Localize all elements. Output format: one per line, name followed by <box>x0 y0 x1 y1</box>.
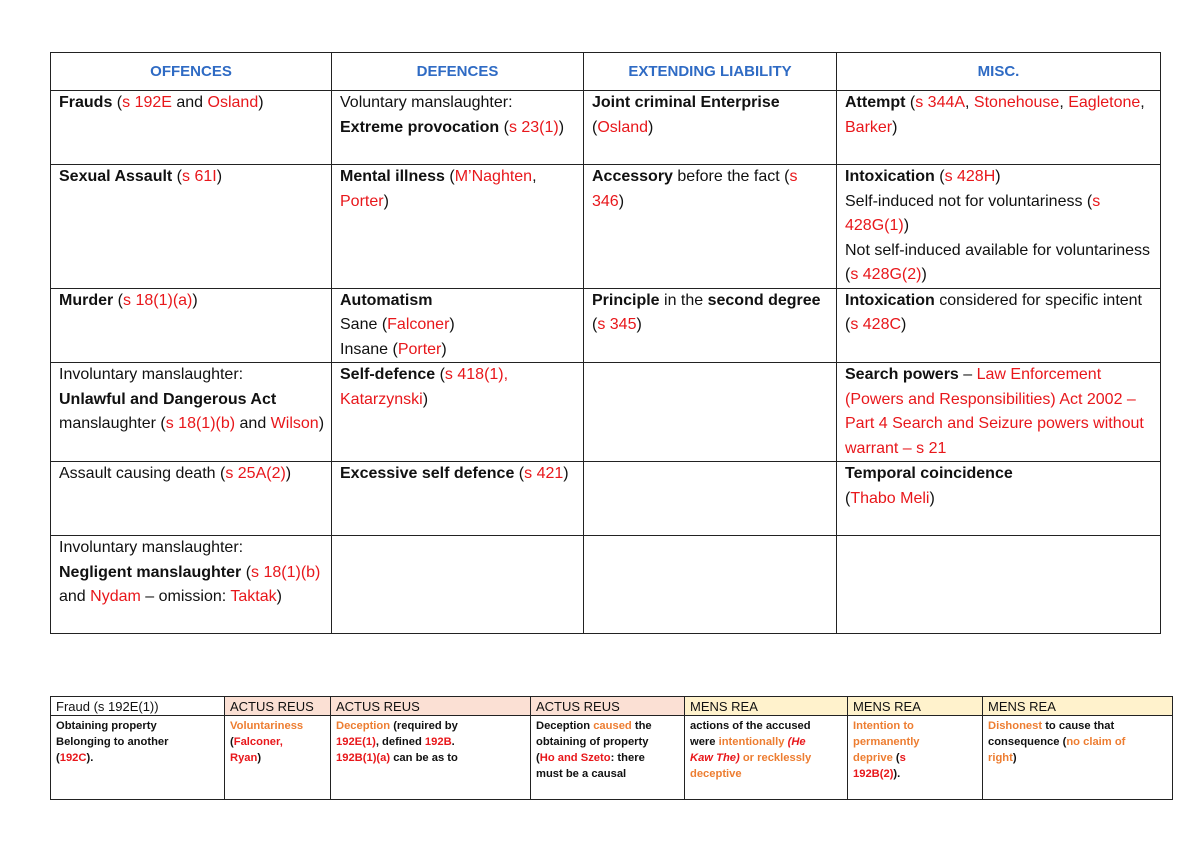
text-run: 192B <box>424 736 452 748</box>
text-run: Nydam <box>90 588 141 605</box>
offences-cell <box>51 288 332 363</box>
misc-cell <box>837 363 1161 462</box>
cell-line <box>845 289 1154 338</box>
fraud-element-cell <box>848 716 983 800</box>
text-run: 192C <box>59 752 87 764</box>
text-run: Self-defence <box>340 366 436 383</box>
cell-line <box>845 91 1154 140</box>
cell-line <box>340 462 577 487</box>
text-run: : there <box>610 752 645 764</box>
mens-rea-header: MENS REA <box>685 697 848 716</box>
cell-line <box>340 91 577 116</box>
summary-header-row <box>51 53 1161 91</box>
text-run: ( <box>230 736 234 748</box>
cell-line <box>988 718 1167 734</box>
header-extending-liability: EXTENDING LIABILITY <box>584 53 837 91</box>
text-run: Intoxication <box>845 168 935 185</box>
text-run: Frauds <box>59 94 113 111</box>
text-run: Porter <box>340 192 384 210</box>
text-run: no claim of <box>1066 736 1126 748</box>
cell-line <box>59 388 325 413</box>
cell-line <box>336 750 525 766</box>
text-run: manslaughter ( <box>59 415 166 432</box>
text-run: considered for specific intent ( <box>845 291 1142 333</box>
text-run: ( <box>592 118 598 136</box>
cell-line <box>59 165 325 190</box>
summary-row <box>51 363 1161 462</box>
text-run: ) <box>558 118 565 136</box>
cell-line <box>536 718 679 734</box>
text-run: Belonging to another <box>56 736 169 748</box>
defences-cell <box>332 91 584 165</box>
cell-line <box>690 734 842 750</box>
text-run: Murder <box>59 291 114 309</box>
text-run: ) <box>648 118 654 136</box>
misc-cell <box>837 288 1161 363</box>
cell-line <box>988 750 1167 766</box>
fraud-element-cell <box>331 716 531 800</box>
text-run: s 428H <box>944 168 996 185</box>
text-run: ) <box>903 217 910 234</box>
text-run: and <box>59 588 91 605</box>
cell-line <box>56 734 219 750</box>
cell-line <box>592 165 830 214</box>
text-run: s <box>899 752 906 764</box>
text-run: Falconer, <box>233 736 283 748</box>
text-run: ( <box>56 752 60 764</box>
text-run: Sane ( <box>340 316 388 333</box>
summary-row <box>51 288 1161 363</box>
summary-row <box>51 165 1161 289</box>
cell-line <box>845 165 1154 190</box>
text-run: ) <box>636 316 642 333</box>
cell-line <box>59 412 325 437</box>
text-run: Mental illness <box>340 168 445 185</box>
cell-line <box>690 718 842 734</box>
text-run: Voluntary manslaughter: <box>340 94 513 111</box>
defences-cell <box>332 536 584 634</box>
text-run: second degree <box>707 291 821 309</box>
text-run: Automatism <box>340 291 433 309</box>
fraud-element-cell <box>51 716 225 800</box>
text-run: Ho and Szeto <box>539 752 611 764</box>
cell-line <box>845 190 1154 239</box>
text-run: ) <box>216 168 223 185</box>
cell-line <box>340 165 577 214</box>
actus-reus-header: ACTUS REUS <box>331 697 531 716</box>
text-run: ( <box>845 489 851 507</box>
text-run: 192B(2) <box>853 768 894 780</box>
text-run: Excessive self defence <box>340 465 515 482</box>
cell-line <box>592 116 830 141</box>
actus-reus-header: ACTUS REUS <box>225 697 331 716</box>
text-run: ( <box>934 168 945 185</box>
text-run: Involuntary manslaughter: <box>59 366 244 383</box>
text-run: ( <box>241 563 252 581</box>
text-run: Negligent manslaughter <box>59 563 242 581</box>
summary-row <box>51 91 1161 165</box>
text-run: were <box>690 736 719 748</box>
cell-line <box>536 750 679 766</box>
text-run: obtaining of property <box>536 736 649 748</box>
text-run: ) <box>285 465 292 482</box>
text-run: ) <box>618 192 625 210</box>
text-run: Joint criminal Enterprise <box>592 94 780 111</box>
text-run: ( <box>435 366 445 383</box>
text-run: ( <box>499 118 509 136</box>
extending-liability-cell <box>584 536 837 634</box>
text-run: s 18(1)(b) <box>251 563 321 581</box>
text-run: ( <box>592 316 598 333</box>
text-run: Ryan <box>230 752 258 764</box>
text-run: Kaw The) <box>690 752 740 764</box>
text-run: ) <box>995 168 1001 185</box>
cell-line <box>340 313 577 338</box>
text-run: ( <box>892 752 900 764</box>
text-run: ) <box>422 390 429 408</box>
cell-line <box>845 239 1154 288</box>
defences-cell <box>332 462 584 536</box>
text-run: – <box>958 366 977 383</box>
text-run: ) <box>921 266 927 283</box>
misc-cell <box>837 462 1161 536</box>
offences-cell <box>51 363 332 462</box>
fraud-body-row <box>51 716 1173 800</box>
text-run: ) <box>276 588 282 605</box>
text-run: s 18(1)(a) <box>123 291 193 309</box>
text-run: Taktak <box>230 588 277 605</box>
text-run: Thabo Meli <box>850 489 930 507</box>
misc-cell <box>837 91 1161 165</box>
cell-line <box>59 363 325 388</box>
extending-liability-cell <box>584 165 837 289</box>
cell-line <box>59 536 325 561</box>
offences-cell <box>51 462 332 536</box>
text-run: ( <box>905 94 916 111</box>
defences-cell <box>332 363 584 462</box>
actus-reus-header: ACTUS REUS <box>531 697 685 716</box>
text-run: ) <box>1012 752 1017 764</box>
text-run: consequence ( <box>988 736 1067 748</box>
text-run: can be as to <box>390 752 458 764</box>
fraud-header: Fraud (s 192E(1)) <box>51 697 225 716</box>
misc-cell <box>837 536 1161 634</box>
text-run: s 418(1), Katarzynski <box>340 366 509 408</box>
cell-line <box>230 718 325 734</box>
text-run: Law Enforcement (Powers and Responsibilities) Act 2002 – Part 4 Search and Seizure powers without warrant – s 21 <box>845 366 1144 457</box>
text-run: permanently <box>853 736 920 748</box>
text-run: Barker <box>845 118 893 136</box>
text-run: Stonehouse <box>973 94 1060 111</box>
cell-line <box>336 718 525 734</box>
text-run: ( <box>444 168 455 185</box>
text-run: or recklessly <box>739 752 812 764</box>
text-run: Porter <box>397 340 442 358</box>
text-run: s 344A <box>915 94 966 111</box>
text-run: ( <box>514 465 525 482</box>
text-run: ) <box>258 94 264 111</box>
text-run: Intention to <box>853 720 914 732</box>
text-run: Osland <box>207 94 259 111</box>
text-run: right <box>988 752 1013 764</box>
text-run: s 25A(2) <box>225 465 286 482</box>
header-defences: DEFENCES <box>332 53 584 91</box>
cell-line <box>230 750 325 766</box>
extending-liability-cell <box>584 462 837 536</box>
text-run: actions of the accused <box>690 720 811 732</box>
cell-line <box>690 750 842 766</box>
text-run: , defined <box>375 736 425 748</box>
text-run: , <box>532 168 537 185</box>
text-run: Unlawful and Dangerous Act <box>59 390 277 408</box>
text-run: and <box>235 415 271 432</box>
text-run: ( <box>536 752 540 764</box>
text-run: s 428G(2) <box>850 266 922 283</box>
summary-row <box>51 536 1161 634</box>
cell-line <box>340 338 577 363</box>
cell-line <box>853 766 977 782</box>
text-run: (He <box>787 736 806 748</box>
text-run: s 61I <box>182 168 217 185</box>
header-misc: MISC. <box>837 53 1161 91</box>
text-run: s 428G(1) <box>845 192 1101 234</box>
text-run: s 23(1) <box>508 118 559 136</box>
offences-cell <box>51 91 332 165</box>
text-run: Intoxication <box>845 291 935 309</box>
text-run: Falconer <box>387 316 450 333</box>
cell-line <box>845 363 1154 461</box>
summary-row <box>51 462 1161 536</box>
text-run: Sexual Assault <box>59 168 173 185</box>
text-run: s 346 <box>592 168 798 210</box>
text-run: Not self-induced available for voluntariness ( <box>845 241 1151 283</box>
cell-line <box>536 734 679 750</box>
text-run: s 345 <box>597 316 637 333</box>
fraud-header-row <box>51 697 1173 716</box>
text-run: Involuntary manslaughter: <box>59 539 244 556</box>
cell-line <box>845 462 1154 487</box>
fraud-elements-table <box>50 696 1173 800</box>
text-run: Search powers <box>845 366 959 383</box>
cell-line <box>336 734 525 750</box>
text-run: , <box>965 94 974 111</box>
cell-line <box>845 487 1154 512</box>
text-run: Principle <box>592 291 660 309</box>
cell-line <box>592 91 830 116</box>
text-run: Dishonest <box>988 720 1043 732</box>
text-run: ) <box>449 316 455 333</box>
text-run: ) <box>563 465 569 482</box>
defences-cell <box>332 165 584 289</box>
text-run: Eagletone <box>1068 94 1141 111</box>
offences-cell <box>51 165 332 289</box>
text-run: ) <box>901 316 907 333</box>
extending-liability-cell <box>584 363 837 462</box>
text-run: s 421 <box>524 465 564 482</box>
text-run: before the fact ( <box>672 168 790 185</box>
fraud-element-cell <box>685 716 848 800</box>
text-run: Deception <box>336 720 391 732</box>
text-run: M’Naghten <box>454 168 533 185</box>
text-run: 192B(1)(a) <box>336 752 391 764</box>
text-run: in the <box>659 291 708 309</box>
cell-line <box>59 462 325 487</box>
cell-line <box>340 116 577 141</box>
cell-line <box>340 289 577 314</box>
text-run: Obtaining property <box>56 720 157 732</box>
cell-line <box>853 750 977 766</box>
text-run: ( <box>172 168 183 185</box>
cell-line <box>988 734 1167 750</box>
text-run: s 18(1)(b) <box>165 415 236 432</box>
text-run: ( <box>113 291 124 309</box>
mens-rea-header: MENS REA <box>848 697 983 716</box>
text-run: caused <box>593 720 632 732</box>
text-run: Wilson <box>270 415 319 432</box>
text-run: , <box>1059 94 1069 111</box>
text-run: – omission: <box>140 588 231 605</box>
extending-liability-cell <box>584 91 837 165</box>
cell-line <box>592 289 830 338</box>
text-run: , <box>1140 94 1145 111</box>
cell-line <box>59 561 325 610</box>
text-run: ) <box>257 752 262 764</box>
text-run: ). <box>893 768 901 780</box>
text-run: ) <box>383 192 389 210</box>
text-run: ) <box>318 415 325 432</box>
text-run: s 192E <box>122 94 172 111</box>
text-run: intentionally <box>718 736 785 748</box>
mens-rea-header: MENS REA <box>983 697 1173 716</box>
text-run: s 428C <box>850 316 902 333</box>
text-run: deceptive <box>690 768 742 780</box>
extending-liability-cell <box>584 288 837 363</box>
text-run: Extreme provocation <box>340 118 500 136</box>
text-run: ) <box>441 340 447 358</box>
text-run: to cause that <box>1042 720 1115 732</box>
cell-line <box>59 289 325 314</box>
text-run: the <box>631 720 652 732</box>
text-run: Self-induced not for voluntariness ( <box>845 192 1093 210</box>
cell-line <box>853 718 977 734</box>
misc-cell <box>837 165 1161 289</box>
cell-line <box>690 766 842 782</box>
summary-table <box>50 52 1161 634</box>
text-run: ) <box>929 489 935 507</box>
text-run: Temporal coincidence <box>845 465 1013 482</box>
text-run: ) <box>892 118 898 136</box>
text-run: (required by <box>390 720 458 732</box>
cell-line <box>536 766 679 782</box>
header-offences: OFFENCES <box>51 53 332 91</box>
text-run: Attempt <box>845 94 906 111</box>
cell-line <box>56 750 219 766</box>
text-run: ). <box>86 752 94 764</box>
text-run: Osland <box>597 118 649 136</box>
cell-line <box>56 718 219 734</box>
defences-cell <box>332 288 584 363</box>
cell-line <box>59 91 325 116</box>
text-run: Voluntariness <box>230 720 304 732</box>
text-run: ) <box>192 291 198 309</box>
text-run: must be a causal <box>536 768 627 780</box>
text-run: Deception <box>536 720 594 732</box>
text-run: ( <box>112 94 123 111</box>
fraud-element-cell <box>983 716 1173 800</box>
text-run: deprive <box>853 752 893 764</box>
offences-cell <box>51 536 332 634</box>
cell-line <box>853 734 977 750</box>
fraud-element-cell <box>531 716 685 800</box>
text-run: . <box>451 736 455 748</box>
text-run: 192E(1) <box>336 736 376 748</box>
fraud-element-cell <box>225 716 331 800</box>
cell-line <box>230 734 325 750</box>
text-run: Assault causing death ( <box>59 465 226 482</box>
text-run: and <box>171 94 208 111</box>
text-run: Accessory <box>592 168 673 185</box>
cell-line <box>340 363 577 412</box>
text-run: Insane ( <box>340 340 398 358</box>
